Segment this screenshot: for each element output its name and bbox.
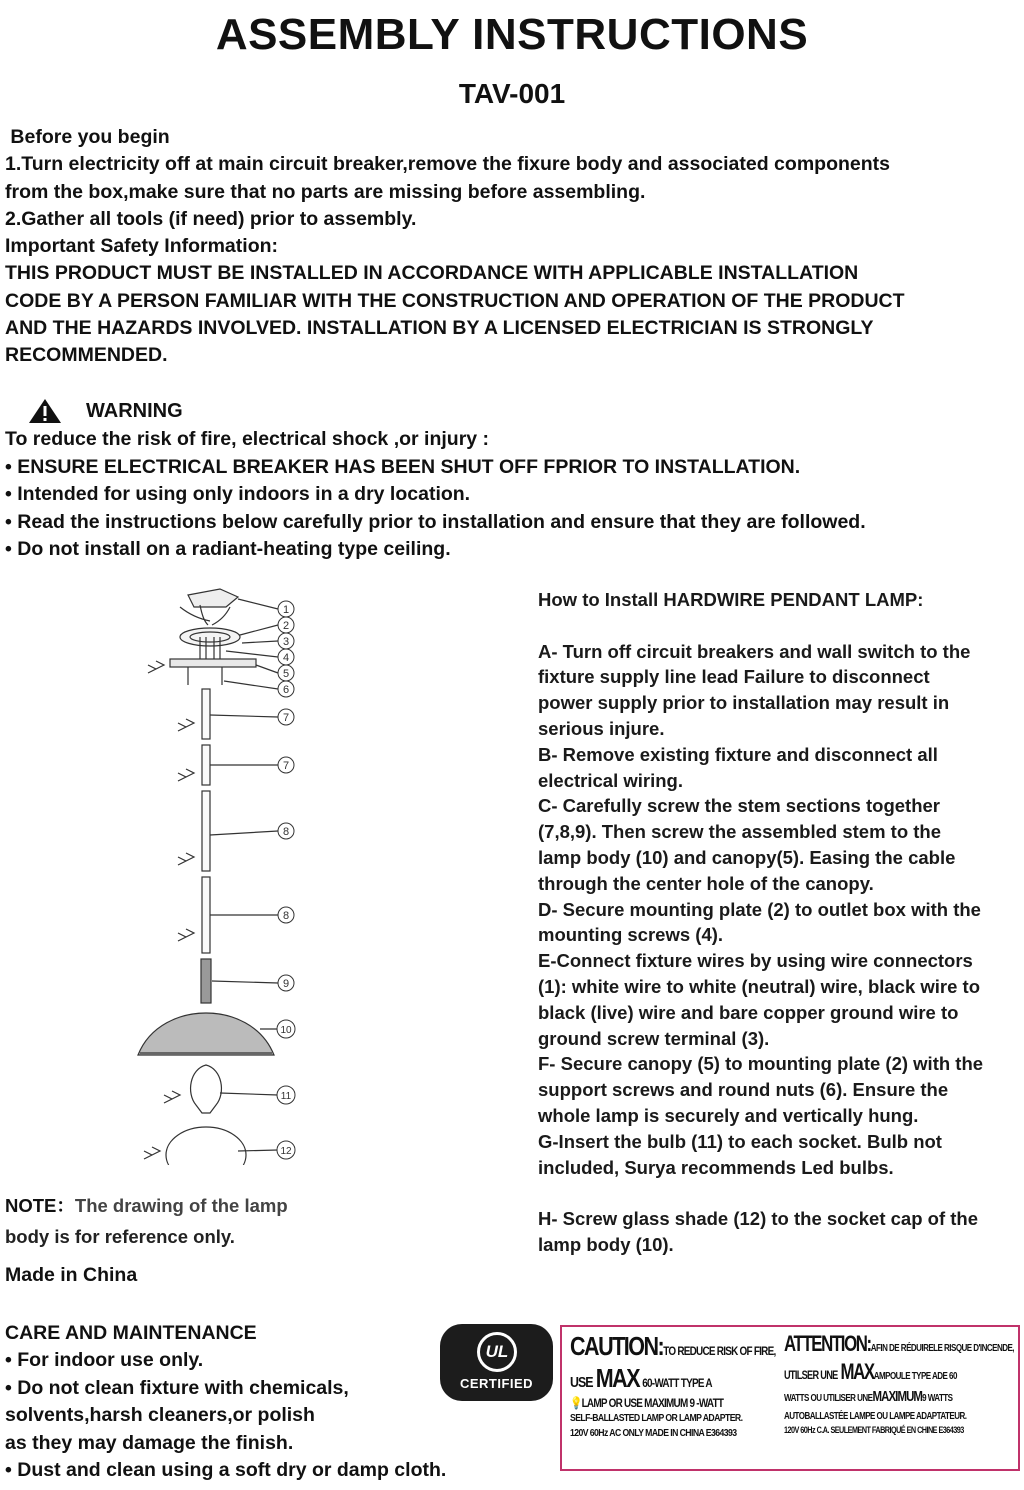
warning-line: • Intended for using only indoors in a dry location. (5, 483, 471, 505)
intro-line: Important Safety Information: (5, 235, 279, 258)
caution-word: CAUTION: (570, 1331, 664, 1361)
caution-text: 120V 60Hz AC ONLY MADE IN CHINA E364393 (570, 1426, 737, 1439)
note-text: The drawing of the lamp (74, 1195, 288, 1216)
callout-label: 11 (280, 1091, 292, 1102)
warning-line: • Read the instructions below carefully prior to installation and ensure that they are followed. (5, 510, 866, 533)
caution-text: UTILSER UNE (784, 1368, 838, 1382)
install-line: serious injure. (538, 717, 665, 739)
caution-text: LAMP OR USE MAXIMUM 9 -WATT (581, 1396, 724, 1410)
install-line: E-Connect fixture wires by using wire connectors (538, 950, 973, 972)
callout-label: 12 (280, 1146, 292, 1157)
intro-line: RECOMMENDED. (5, 344, 168, 367)
model-number: TAV-001 (458, 78, 566, 109)
install-line: (1): white wire to white (neutral) wire, black wire to (538, 975, 981, 997)
ul-mark: UL (477, 1332, 517, 1372)
warning-list (5, 426, 866, 564)
caution-text: TO REDUCE RISK OF FIRE, (663, 1344, 776, 1358)
callout-label: 2 (282, 620, 290, 632)
warning-line: To reduce the risk of fire, electrical shock ,or injury : (5, 428, 490, 450)
note-label: NOTE： (5, 1195, 75, 1216)
intro-line: THIS PRODUCT MUST BE INSTALLED IN ACCORDANCE WITH APPLICABLE INSTALLATION (5, 262, 859, 285)
install-line: electrical wiring. (538, 769, 683, 791)
care-line: as they may damage the finish. (5, 1431, 294, 1454)
caution-text: SELF-BALLASTED LAMP OR LAMP ADAPTER. (570, 1412, 743, 1424)
install-line: fixture supply line lead Failure to disconnect (538, 666, 930, 688)
ul-certified-text: CERTIFIED (459, 1376, 534, 1391)
install-line: C- Carefully screw the stem sections together (538, 795, 940, 817)
caution-text: 60-WATT TYPE A (642, 1376, 712, 1390)
install-line: B- Remove existing fixture and disconnect all (538, 743, 938, 765)
install-line: ground screw terminal (3). (538, 1027, 770, 1049)
install-line: through the center hole of the canopy. (538, 872, 874, 894)
caution-text: DE 60 (937, 1370, 957, 1382)
callout-label: 8 (282, 910, 290, 922)
caution-max: MAX (840, 1359, 874, 1384)
install-line: whole lamp is securely and vertically hung. (538, 1104, 919, 1126)
callout-label: 4 (282, 652, 290, 664)
install-line: mounting screws (4). (538, 924, 724, 946)
caution-label (560, 1325, 1020, 1471)
install-line: support screws and round nuts (6). Ensure the (538, 1079, 949, 1101)
care-heading: CARE AND MAINTENANCE (5, 1322, 257, 1344)
install-line: black (live) wire and bare copper ground wire to (538, 1001, 959, 1023)
care-line: • Do not clean fixture with chemicals, (5, 1376, 349, 1399)
caution-text: WATTS OU UTILISER UNE (784, 1392, 873, 1404)
intro-line: from the box,make sure that no parts are missing before assembling. (5, 180, 646, 203)
callout-label: 7 (282, 712, 290, 724)
caution-french (784, 1331, 1014, 1436)
callout-label: 8 (282, 826, 290, 838)
caution-text: AUTOBALLASTÉE LAMPE OU LAMPE ADAPTATEUR. (784, 1410, 967, 1422)
caution-text: AFIN DE RÉDUIRELE RISQUE D'INCENDE, (870, 1342, 1014, 1354)
caution-word: ATTENTION: (784, 1331, 871, 1356)
warning-heading (28, 398, 183, 424)
callout-label: 6 (282, 684, 290, 696)
care-line: solvents,harsh cleaners,or polish (5, 1404, 315, 1427)
install-line: lamp body (10) and canopy(5). Easing the cable (538, 846, 956, 868)
made-in-label: Made in China (5, 1264, 138, 1286)
callout-label: 1 (282, 604, 290, 616)
install-line: power supply prior to installation may result in (538, 692, 950, 714)
caution-text: USE (570, 1374, 593, 1391)
callout-label: 3 (282, 636, 290, 648)
warning-line: • Do not install on a radiant-heating type ceiling. (5, 538, 451, 560)
note-text-2: body is for reference only. (5, 1226, 235, 1247)
intro-line: 2.Gather all tools (if need) prior to assembly. (5, 207, 417, 230)
intro-line: Before you begin (5, 126, 170, 148)
care-section (5, 1320, 446, 1484)
note-section (5, 1190, 335, 1252)
install-line: A- Turn off circuit breakers and wall switch to the (538, 640, 971, 662)
care-line: • For indoor use only. (5, 1349, 204, 1372)
ul-certified-logo (440, 1324, 553, 1401)
caution-text: 9 WATTS (922, 1392, 953, 1404)
caution-max: MAXIMUM (872, 1388, 923, 1405)
install-line: G-Insert the bulb (11) to each socket. Bulb not (538, 1130, 942, 1152)
callout-label: 10 (280, 1025, 292, 1036)
intro-line: 1.Turn electricity off at main circuit breaker,remove the fixure body and associated components (5, 153, 890, 176)
install-line: (7,8,9). Then screw the assembled stem to the (538, 821, 942, 843)
page-title: ASSEMBLY INSTRUCTIONS (215, 10, 809, 59)
callout-label: 7 (282, 760, 290, 772)
warning-label: WARNING (86, 399, 183, 422)
bulb-icon: 💡 (570, 1396, 582, 1410)
warning-triangle-icon (28, 398, 62, 424)
install-line: included, Surya recommends Led bulbs. (538, 1156, 894, 1178)
intro-section (5, 124, 1020, 370)
install-heading: How to Install HARDWIRE PENDANT LAMP: (538, 589, 924, 610)
caution-text: AMPOULE TYPE A (873, 1370, 938, 1382)
caution-english (570, 1331, 776, 1439)
lamp-exploded-diagram (130, 585, 310, 1165)
intro-line: AND THE HAZARDS INVOLVED. INSTALLATION BY A LICENSED ELECTRICIAN IS STRONGLY (5, 317, 874, 340)
install-line: F- Secure canopy (5) to mounting plate (2) with the (538, 1053, 984, 1075)
intro-line: CODE BY A PERSON FAMILIAR WITH THE CONSTRUCTION AND OPERATION OF THE PRODUCT (5, 289, 905, 312)
callout-label: 9 (282, 978, 290, 990)
warning-line: • ENSURE ELECTRICAL BREAKER HAS BEEN SHUT OFF FPRIOR TO INSTALLATION. (5, 455, 801, 478)
caution-text: 120V 60Hz C.A. SEULEMENT FABRIQUÉ EN CHINE E364393 (784, 1424, 964, 1436)
callout-label: 5 (282, 668, 290, 680)
install-line: H- Screw glass shade (12) to the socket cap of the (538, 1208, 979, 1230)
caution-max: MAX (595, 1363, 640, 1393)
care-line: • Dust and clean using a soft dry or damp cloth. (5, 1459, 447, 1482)
install-instructions (538, 587, 1024, 1258)
install-line: D- Secure mounting plate (2) to outlet box with the (538, 898, 981, 920)
install-line: lamp body (10). (538, 1233, 674, 1255)
